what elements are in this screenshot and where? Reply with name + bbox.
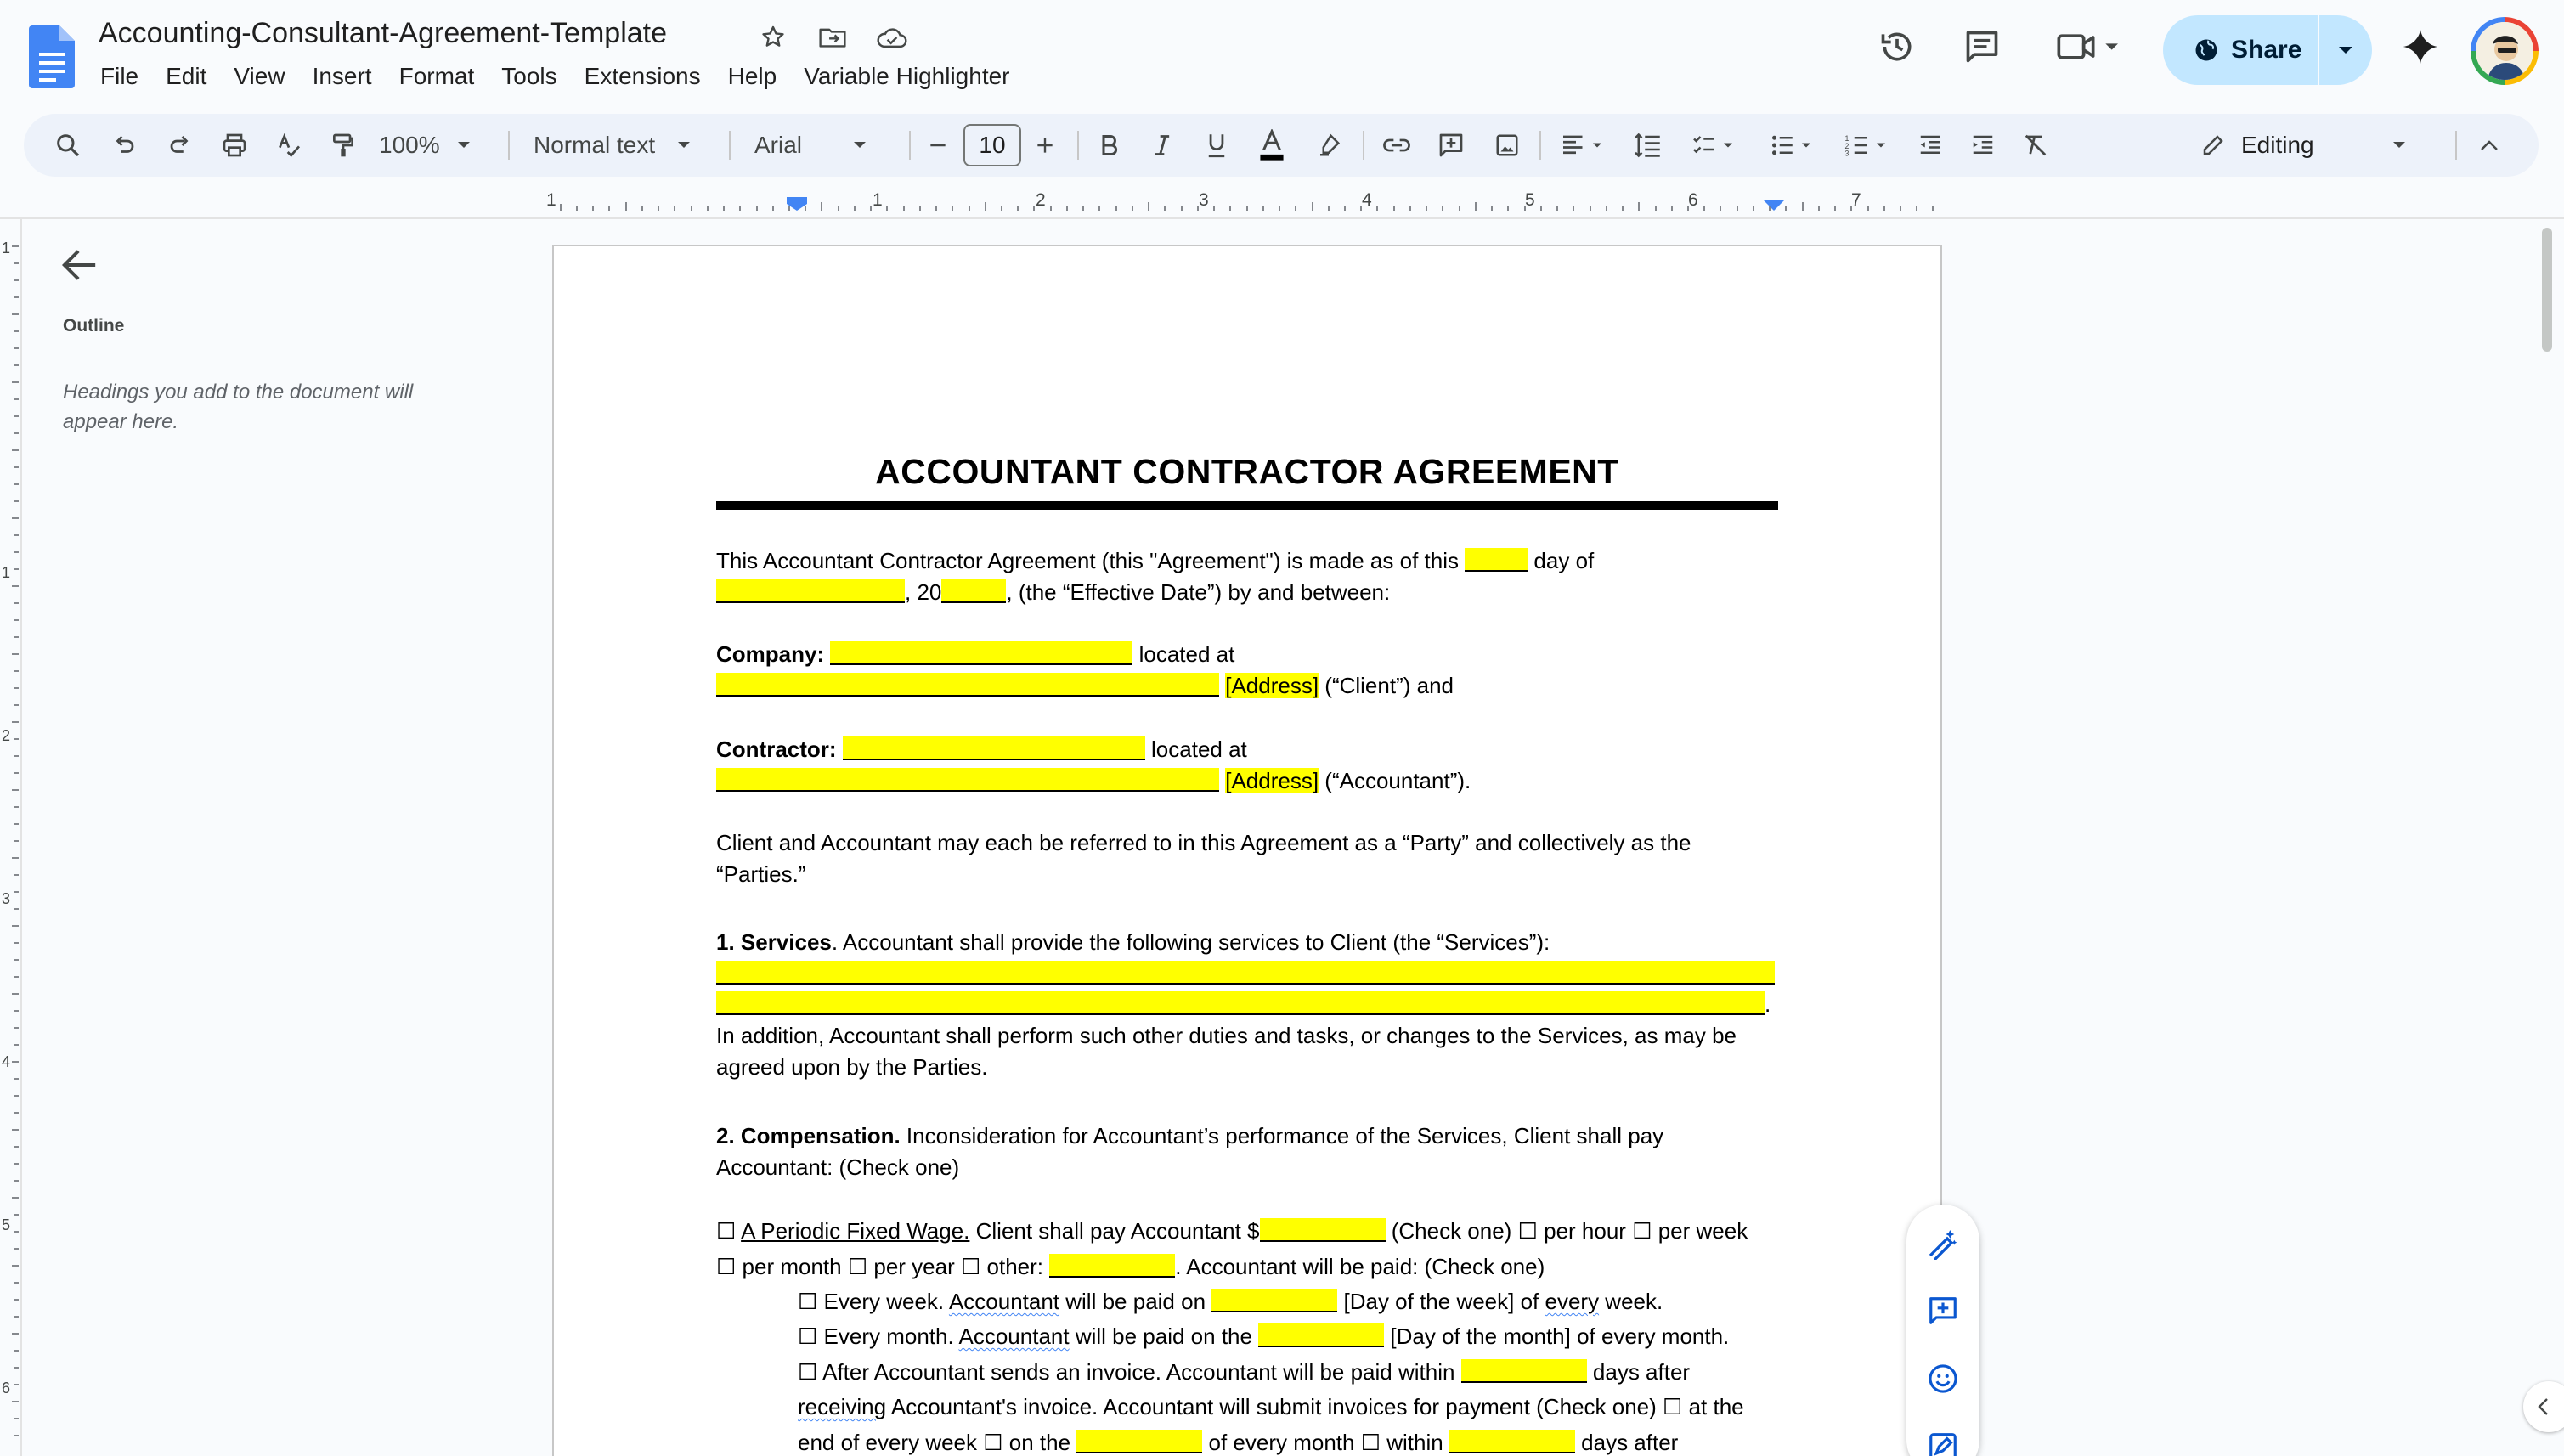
highlight-color-icon[interactable] bbox=[1310, 114, 1347, 177]
invoice-day-blank[interactable] bbox=[1076, 1430, 1202, 1453]
chevron-down-icon bbox=[457, 141, 471, 150]
line-spacing-icon[interactable] bbox=[1629, 114, 1667, 177]
menu-view[interactable]: View bbox=[234, 63, 285, 89]
paint-format-icon[interactable] bbox=[325, 114, 362, 177]
add-comment-icon[interactable] bbox=[1432, 114, 1470, 177]
share-dropdown-icon[interactable] bbox=[2319, 15, 2372, 85]
year-blank[interactable] bbox=[941, 579, 1006, 603]
checkbox[interactable]: ☐ bbox=[798, 1359, 818, 1385]
font-family-select[interactable] bbox=[754, 114, 887, 177]
menu-variable-highlighter[interactable]: Variable Highlighter bbox=[804, 63, 1010, 89]
suggest-edits-icon[interactable] bbox=[1925, 1429, 1961, 1456]
hide-menus-chevron-up-icon[interactable] bbox=[2471, 114, 2508, 177]
chevron-down-icon bbox=[2392, 141, 2406, 150]
increase-indent-icon[interactable] bbox=[1964, 114, 2002, 177]
undo-icon[interactable] bbox=[105, 114, 143, 177]
meet-video-icon[interactable] bbox=[2054, 25, 2126, 68]
scrollbar-thumb[interactable] bbox=[2542, 228, 2552, 352]
heading-rule bbox=[716, 501, 1778, 510]
day-blank[interactable] bbox=[1465, 548, 1528, 572]
addition-line-2: agreed upon by the Parties. bbox=[716, 1054, 988, 1080]
checkbox[interactable]: ☐ bbox=[716, 1254, 737, 1279]
every-month-option: ☐ Every month. Accountant will be paid on the [Day of the month] of every month. bbox=[798, 1323, 1730, 1349]
gemini-sparkle-icon[interactable] bbox=[2399, 25, 2442, 68]
document-title[interactable]: Accounting-Consultant-Agreement-Template bbox=[99, 17, 668, 49]
font-family-value: Arial bbox=[754, 132, 803, 158]
ruler-label: 1 bbox=[873, 190, 883, 210]
pencil-icon bbox=[2200, 133, 2226, 158]
menu-insert[interactable]: Insert bbox=[312, 63, 372, 89]
ruler-label: 4 bbox=[1362, 190, 1372, 210]
underline-icon[interactable] bbox=[1198, 114, 1235, 177]
checkbox[interactable]: ☐ bbox=[1517, 1218, 1538, 1244]
ruler-label: 6 bbox=[2, 1380, 11, 1397]
checkbox[interactable]: ☐ bbox=[1663, 1394, 1683, 1419]
numbered-list-icon[interactable] bbox=[1838, 114, 1898, 177]
contractor-name-blank[interactable] bbox=[843, 736, 1145, 760]
contractor-address-blank[interactable] bbox=[716, 768, 1219, 792]
compensation-line-1: 2. Compensation. Inconsideration for Accountant’s performance of the Services, Client shall pay bbox=[716, 1123, 1664, 1148]
invoice-days-blank[interactable] bbox=[1461, 1359, 1587, 1383]
checkbox[interactable]: ☐ bbox=[1632, 1218, 1652, 1244]
ruler-labels bbox=[0, 190, 2564, 210]
share-button[interactable] bbox=[2163, 15, 2372, 85]
menu-extensions[interactable]: Extensions bbox=[584, 63, 701, 89]
ruler-label: 5 bbox=[1525, 190, 1535, 210]
zoom-value: 100% bbox=[379, 132, 440, 158]
paragraph-style-select[interactable] bbox=[534, 114, 707, 177]
star-icon[interactable] bbox=[756, 20, 790, 54]
help-me-write-icon[interactable] bbox=[1925, 1225, 1961, 1261]
svg-text:2: 2 bbox=[1844, 141, 1850, 150]
vertical-ruler-labels bbox=[0, 219, 22, 1456]
account-avatar[interactable] bbox=[2471, 17, 2539, 85]
version-history-icon[interactable] bbox=[1876, 25, 1918, 68]
outline-title: Outline bbox=[63, 316, 125, 336]
fixed-wage-line-2: ☐ per month ☐ per year ☐ other: . Accountant will be paid: (Check one) bbox=[716, 1254, 1545, 1279]
header bbox=[0, 0, 2564, 109]
search-menus-icon[interactable] bbox=[49, 114, 87, 177]
outline-hint: Headings you add to the document will appear here. bbox=[63, 381, 414, 433]
company-address-line: [Address] (“Client”) and bbox=[716, 670, 1454, 701]
month-blank[interactable] bbox=[716, 579, 905, 603]
decrease-font-size-icon[interactable] bbox=[921, 114, 955, 177]
add-emoji-reaction-icon[interactable] bbox=[1925, 1361, 1961, 1397]
ruler-label: 1 bbox=[546, 190, 556, 210]
contractor-line: Contractor: located at bbox=[716, 736, 1247, 762]
editing-mode-label: Editing bbox=[2241, 132, 2314, 158]
company-name-blank[interactable] bbox=[830, 641, 1132, 665]
checkbox[interactable]: ☐ bbox=[716, 1218, 737, 1244]
editing-mode-select[interactable] bbox=[2200, 114, 2416, 177]
compensation-line-2: Accountant: (Check one) bbox=[716, 1154, 960, 1180]
invoice-option-line-3: end of every week ☐ on the of every month ☐ within days after bbox=[798, 1430, 1679, 1455]
invoice-option-line-2: receiving Accountant's invoice. Accountant will submit invoices for payment (Check one) ☐ at the bbox=[798, 1394, 1744, 1419]
ruler-label: 2 bbox=[1036, 190, 1046, 210]
ruler-label: 6 bbox=[1688, 190, 1698, 210]
ruler-label: 5 bbox=[2, 1216, 11, 1233]
checklist-icon[interactable] bbox=[1686, 114, 1745, 177]
comments-icon[interactable] bbox=[1961, 25, 2003, 68]
ruler-label: 2 bbox=[2, 727, 11, 744]
menu-help[interactable]: Help bbox=[727, 63, 777, 89]
clear-formatting-icon[interactable] bbox=[2017, 114, 2054, 177]
invoice-within-blank[interactable] bbox=[1449, 1430, 1575, 1453]
ruler-label: 1 bbox=[2, 240, 11, 257]
services-blank-2[interactable] bbox=[716, 991, 1765, 1015]
decrease-indent-icon[interactable] bbox=[1912, 114, 1949, 177]
print-icon[interactable] bbox=[216, 114, 253, 177]
ruler-label: 4 bbox=[2, 1053, 11, 1070]
services-blank-1[interactable] bbox=[716, 961, 1775, 985]
menu-file[interactable]: File bbox=[100, 63, 139, 89]
ruler-label: 7 bbox=[1851, 190, 1861, 210]
zoom-select[interactable] bbox=[379, 114, 471, 177]
checkbox[interactable]: ☐ bbox=[847, 1254, 868, 1279]
wage-amount-blank[interactable] bbox=[1260, 1218, 1386, 1242]
chevron-down-icon bbox=[853, 141, 867, 150]
checkbox[interactable]: ☐ bbox=[983, 1430, 1003, 1455]
close-outline-back-arrow-icon[interactable] bbox=[61, 248, 99, 282]
svg-text:3: 3 bbox=[1844, 149, 1850, 158]
menu-edit[interactable]: Edit bbox=[166, 63, 207, 89]
services-blank-line-2: . bbox=[716, 989, 1771, 1019]
show-side-panel-chevron-left-icon[interactable] bbox=[2523, 1381, 2564, 1432]
italic-icon[interactable] bbox=[1144, 114, 1181, 177]
move-folder-icon[interactable] bbox=[816, 20, 850, 54]
every-week-option: ☐ Every week. Accountant will be paid on [Day of the week] of every week. bbox=[798, 1289, 1663, 1314]
parties-line-2: “Parties.” bbox=[716, 861, 806, 887]
intro-line-1: This Accountant Contractor Agreement (this "Agreement") is made as of this day of bbox=[716, 548, 1595, 573]
checkbox[interactable]: ☐ bbox=[798, 1323, 818, 1349]
fixed-wage-line-1: ☐ A Periodic Fixed Wage. Client shall pay Accountant $ (Check one) ☐ per hour ☐ per week bbox=[716, 1218, 1748, 1244]
increase-font-size-icon[interactable] bbox=[1028, 114, 1062, 177]
services-line: 1. Services. Accountant shall provide the following services to Client (the “Services”): bbox=[716, 929, 1550, 955]
services-blank-line-1 bbox=[716, 958, 1775, 989]
cloud-saved-icon[interactable] bbox=[875, 20, 909, 54]
checkbox[interactable]: ☐ bbox=[960, 1254, 981, 1279]
globe-icon bbox=[2194, 37, 2219, 63]
checkbox[interactable]: ☐ bbox=[798, 1289, 818, 1314]
menu-format[interactable]: Format bbox=[398, 63, 475, 89]
spellcheck-icon[interactable] bbox=[270, 114, 308, 177]
svg-text:1: 1 bbox=[1844, 134, 1850, 143]
company-line: Company: located at bbox=[716, 641, 1235, 667]
text-color-icon[interactable] bbox=[1251, 114, 1293, 177]
ruler-label: 3 bbox=[1199, 190, 1209, 210]
day-of-month-blank[interactable] bbox=[1258, 1323, 1384, 1347]
day-of-week-blank[interactable] bbox=[1211, 1289, 1337, 1312]
company-address-blank[interactable] bbox=[716, 673, 1219, 697]
paragraph-style-value: Normal text bbox=[534, 132, 656, 158]
checkbox[interactable]: ☐ bbox=[1360, 1430, 1381, 1455]
align-select-icon[interactable] bbox=[1555, 114, 1614, 177]
bulleted-list-icon[interactable] bbox=[1764, 114, 1823, 177]
bold-icon[interactable] bbox=[1091, 114, 1128, 177]
invoice-option-line-1: ☐ After Accountant sends an invoice. Accountant will be paid within days after bbox=[798, 1359, 1691, 1385]
other-period-blank[interactable] bbox=[1049, 1254, 1175, 1278]
intro-line-2: , 20 , (the “Effective Date”) by and between: bbox=[716, 577, 1390, 607]
floating-actions bbox=[1906, 1205, 1979, 1456]
chevron-down-icon bbox=[677, 141, 691, 150]
parties-line-1: Client and Accountant may each be referred to in this Agreement as a “Party” and collectively as the bbox=[716, 830, 1691, 855]
insert-link-icon[interactable] bbox=[1378, 114, 1415, 177]
share-label: Share bbox=[2231, 36, 2302, 64]
document-heading: ACCOUNTANT CONTRACTOR AGREEMENT bbox=[875, 452, 1619, 491]
docs-logo-icon[interactable] bbox=[29, 25, 75, 88]
ruler-label: 3 bbox=[2, 890, 11, 907]
font-size-input[interactable]: 10 bbox=[963, 124, 1021, 166]
ruler-label: 1 bbox=[2, 564, 11, 581]
add-comment-icon[interactable] bbox=[1925, 1293, 1961, 1329]
contractor-address-line: [Address] (“Accountant”). bbox=[716, 765, 1471, 796]
redo-icon[interactable] bbox=[161, 114, 199, 177]
menu-bar bbox=[100, 61, 1037, 92]
insert-image-icon[interactable] bbox=[1488, 114, 1526, 177]
menu-tools[interactable]: Tools bbox=[501, 63, 557, 89]
addition-line-1: In addition, Accountant shall perform such other duties and tasks, or changes to the Services, as may be bbox=[716, 1023, 1737, 1048]
